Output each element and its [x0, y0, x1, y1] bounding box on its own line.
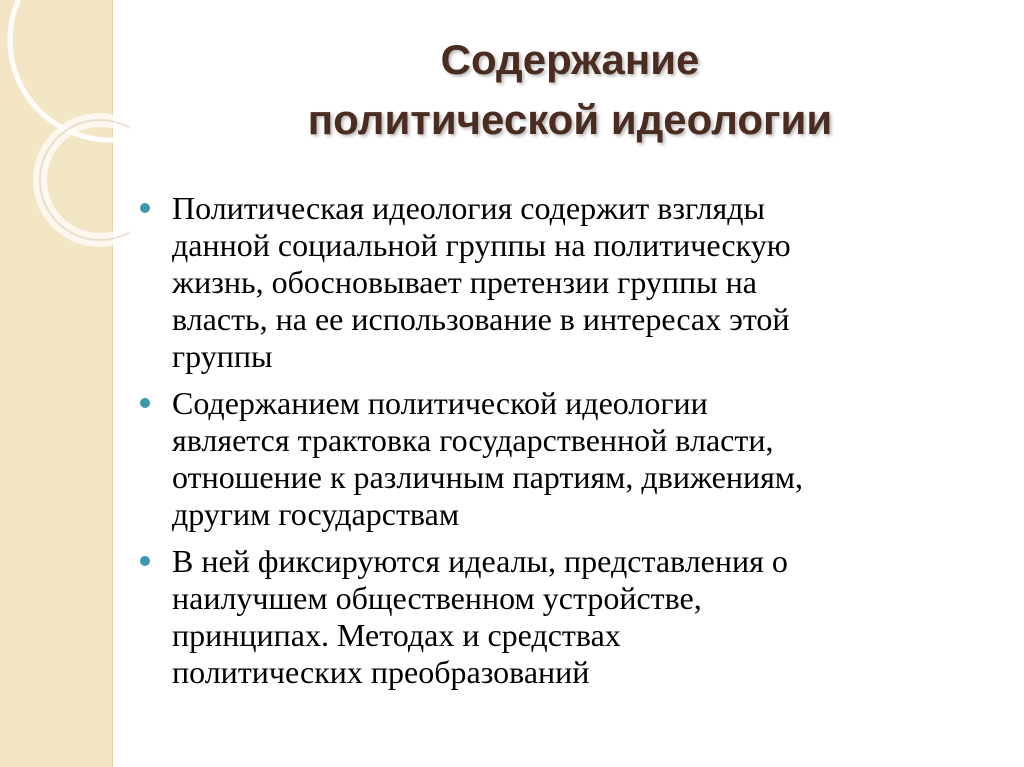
bullet-line: Содержанием политической идеологии: [172, 385, 708, 421]
bullet-item: [138, 543, 988, 691]
bullet-line: группы: [172, 338, 273, 374]
bullet-line: В ней фиксируются идеалы, представления о: [172, 543, 788, 579]
bullet-line: данной социальной группы на политическую: [172, 227, 791, 263]
bullet-line: другим государствам: [172, 496, 460, 532]
bullet-marker-icon: [140, 398, 150, 408]
bullet-line: отношение к различным партиям, движениям,: [172, 459, 804, 495]
bullet-line: принципах. Методах и средствах: [172, 617, 621, 653]
bullet-line: власть, на ее использование в интересах этой: [172, 301, 790, 337]
slide-title: [150, 30, 990, 150]
bullet-line: политических преобразований: [172, 654, 590, 690]
bullet-marker-icon: [140, 203, 150, 213]
title-line: Содержание: [440, 36, 700, 83]
bullet-item: [138, 385, 988, 533]
bullet-item: [138, 190, 988, 375]
bullet-line: наилучшем общественном устройстве,: [172, 580, 702, 616]
title-line: политической идеологии: [307, 96, 833, 143]
bullet-line: является трактовка государственной власти,: [172, 422, 774, 458]
bullet-list: [138, 190, 988, 701]
bullet-line: жизнь, обосновывает претензии группы на: [172, 264, 757, 300]
decorative-circles: [0, 0, 130, 260]
bullet-marker-icon: [140, 556, 150, 566]
bullet-line: Политическая идеология содержит взгляды: [172, 190, 765, 226]
